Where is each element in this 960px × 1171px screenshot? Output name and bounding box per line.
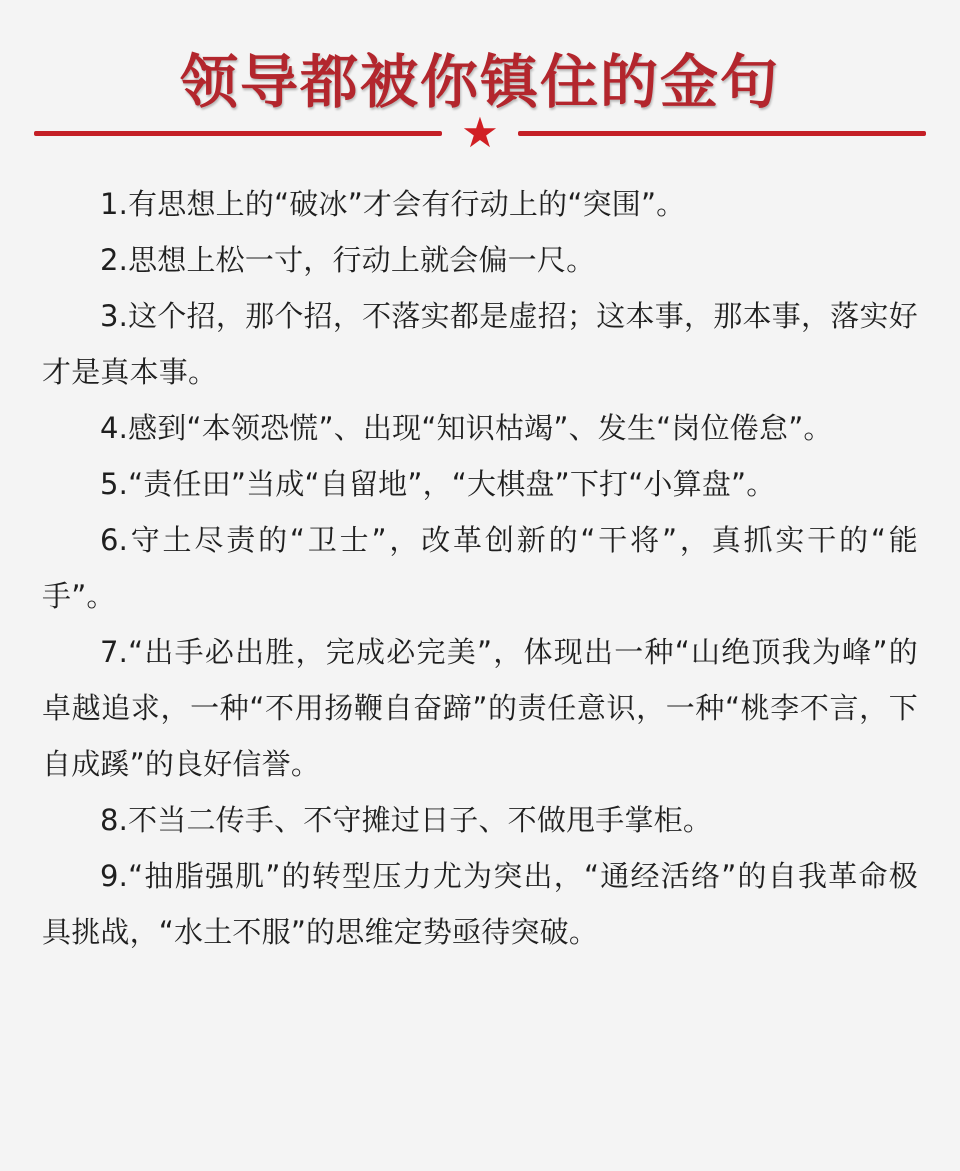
page-title: 领导都被你镇住的金句 (179, 48, 780, 116)
quote-item-7: 7.“出手必出胜，完成必完美”，体现出一种“山绝顶我为峰”的卓越追求，一种“不用扬鞭自奋蹄”的责任意识，一种“桃李不言，下自成蹊”的良好信誉。 (42, 635, 918, 781)
title-divider (34, 108, 926, 157)
divider-line-right (518, 131, 926, 136)
divider-line-left (34, 131, 442, 136)
quote-item-1: 1.有思想上的“破冰”才会有行动上的“突围”。 (100, 187, 686, 221)
quote-item-4: 4.感到“本领恐慌”、出现“知识枯竭”、发生“岗位倦怠”。 (100, 411, 833, 445)
quote-item-3: 3.这个招，那个招，不落实都是虚招；这本事，那本事，落实好才是真本事。 (42, 299, 918, 389)
quote-item-6: 6.守土尽责的“卫士”，改革创新的“干将”，真抓实干的“能手”。 (42, 523, 918, 613)
star-icon: ★ (461, 108, 499, 157)
quote-item-9: 9.“抽脂强肌”的转型压力尤为突出，“通经活络”的自我革命极具挑战，“水土不服”的思维定势亟待突破。 (42, 859, 918, 949)
quote-list (42, 176, 918, 960)
quote-item-5: 5.“责任田”当成“自留地”，“大棋盘”下打“小算盘”。 (100, 467, 776, 501)
quote-item-2: 2.思想上松一寸，行动上就会偏一尺。 (100, 243, 596, 277)
quote-item-8: 8.不当二传手、不守摊过日子、不做甩手掌柜。 (100, 803, 713, 837)
